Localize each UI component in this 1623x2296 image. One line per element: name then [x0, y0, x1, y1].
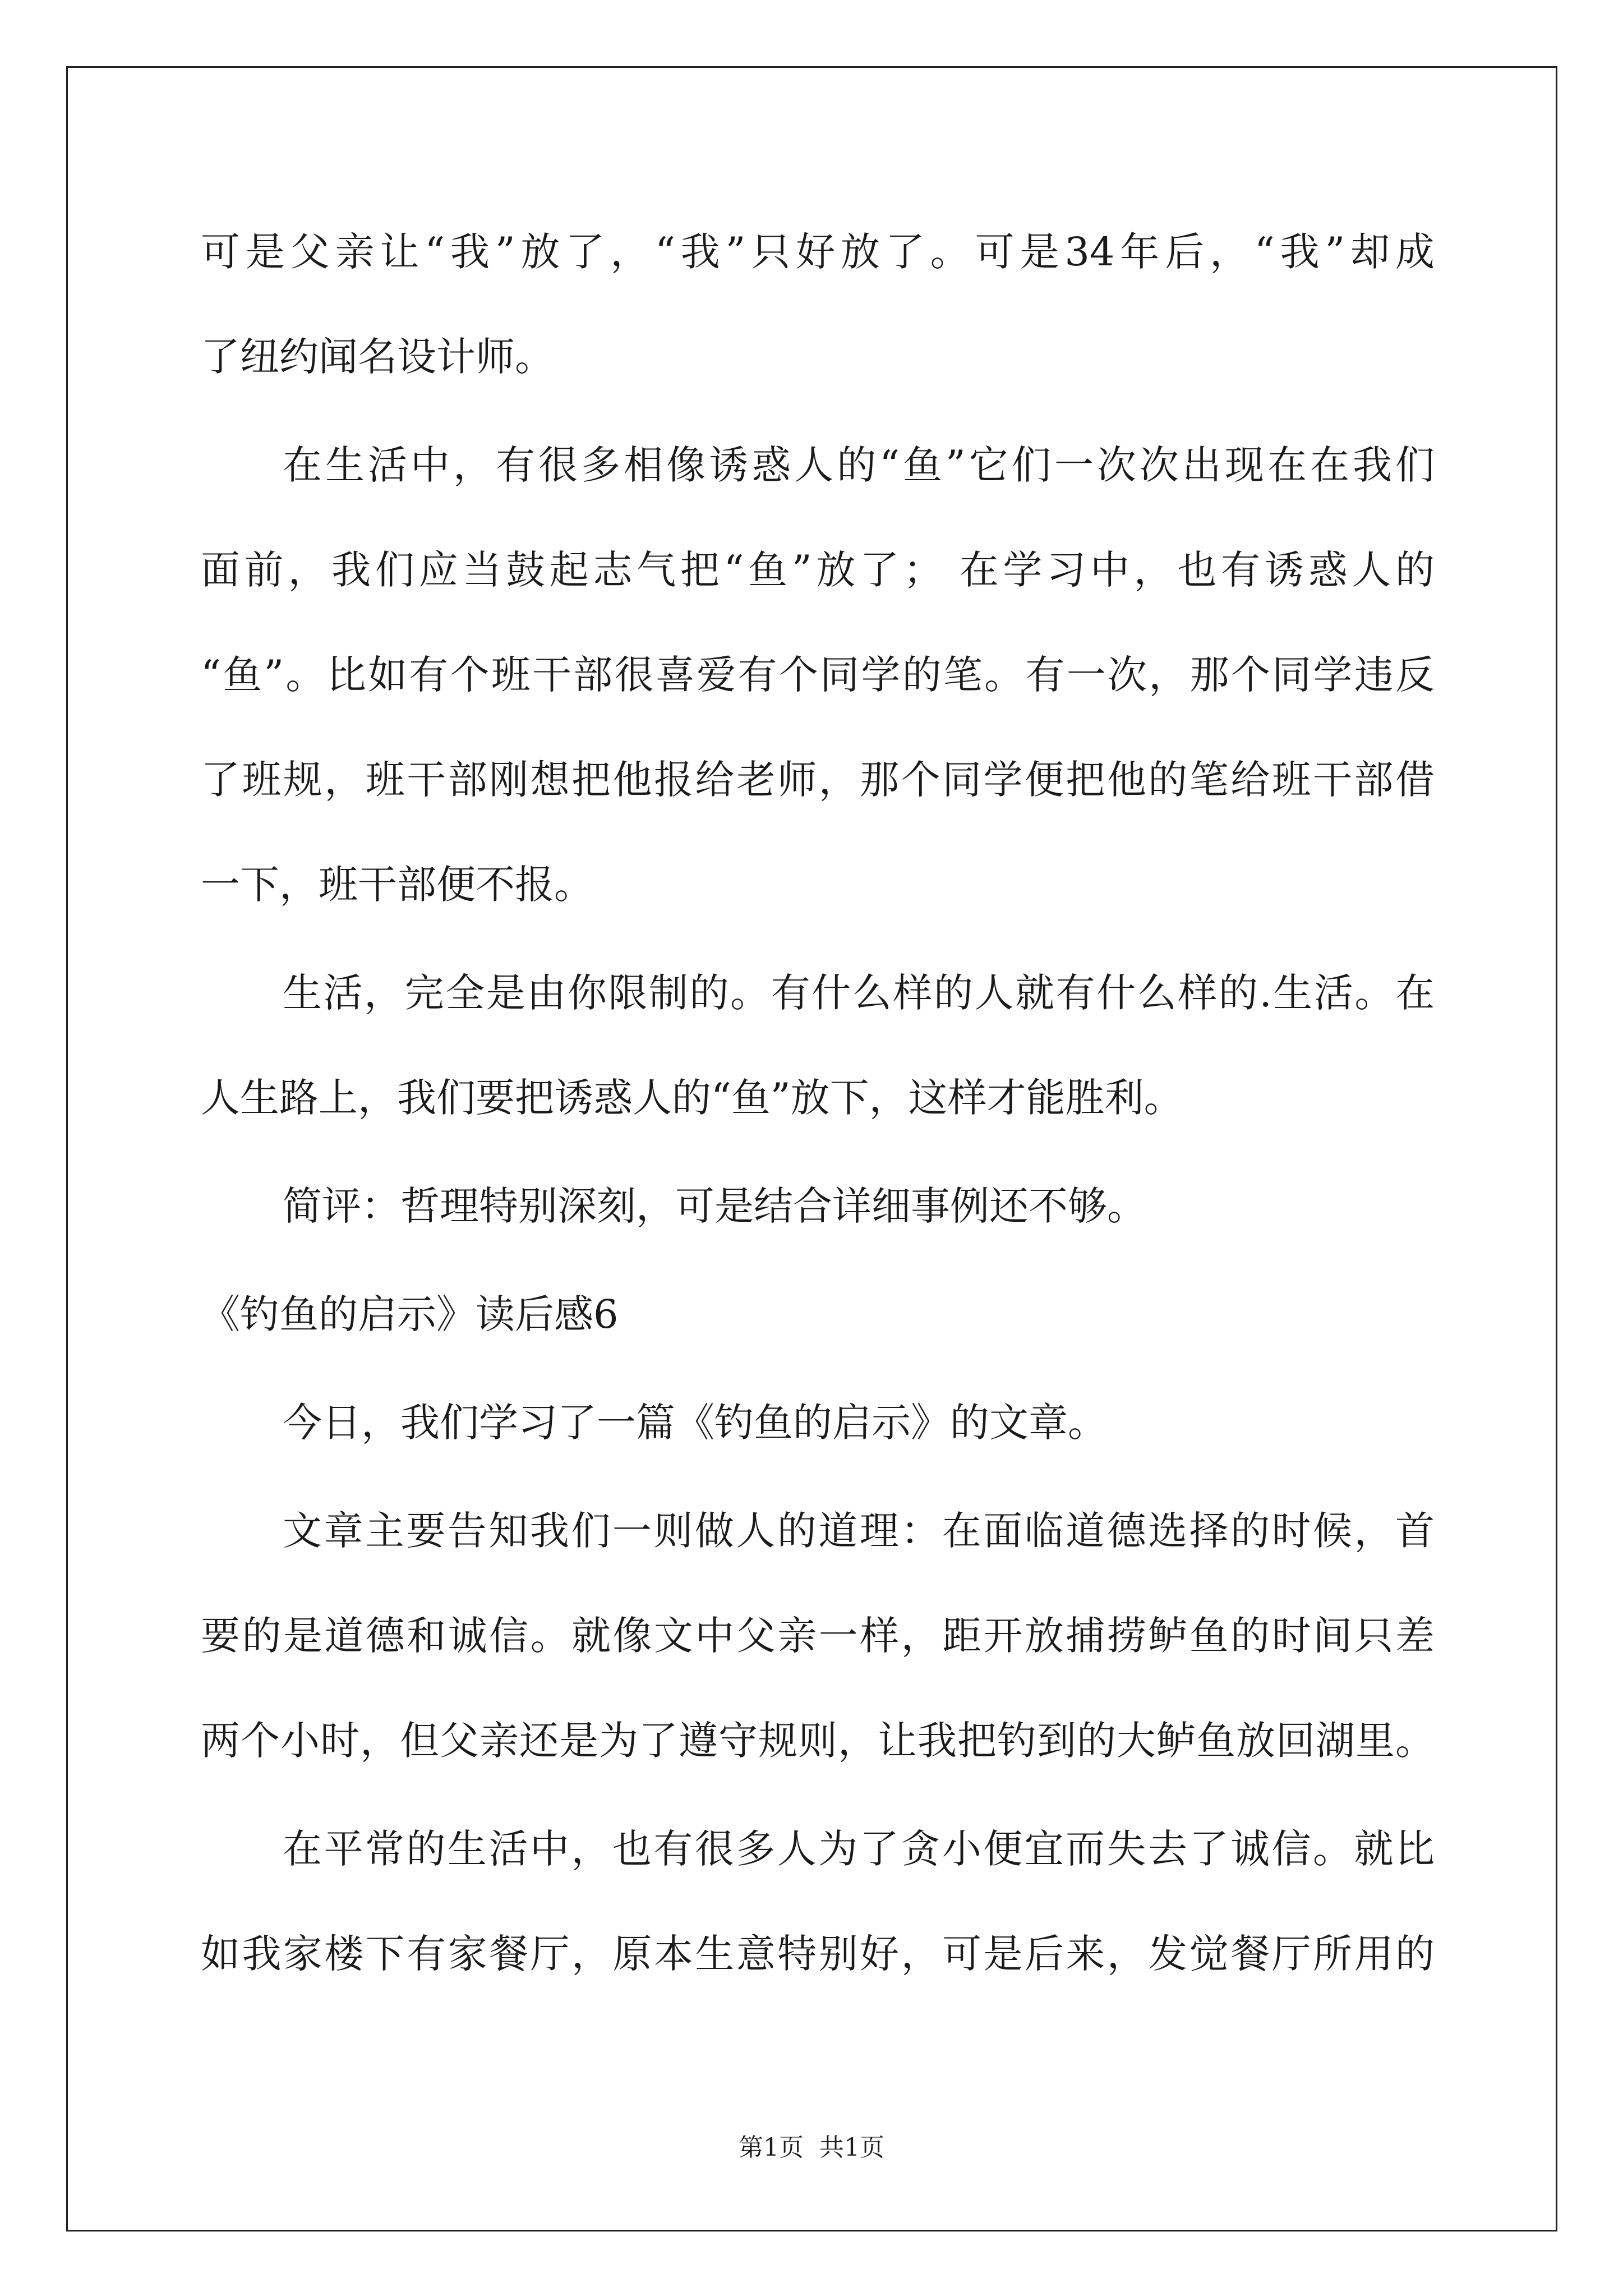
paragraph	[201, 941, 1435, 1151]
text-line: 如我家楼下有家餐厅，原本生意特别好，可是后来，发觉餐厅所用的	[201, 1931, 1435, 1977]
section-heading: 《钓鱼的启示》读后感6	[201, 1291, 619, 1337]
text-line: 可是父亲让“我”放了，“我”只好放了。可是34年后，“我”却成	[201, 229, 1435, 275]
document-body	[201, 200, 1435, 2007]
text-line: 一下，班干部便不报。	[201, 862, 593, 908]
paragraph	[201, 1370, 1435, 1475]
text-line: 简评：哲理特别深刻，可是结合详细事例还不够。	[283, 1183, 1146, 1229]
text-line: 在生活中，有很多相像诱惑人的“鱼”它们一次次出现在在我们	[283, 442, 1435, 488]
paragraph	[201, 1479, 1435, 1793]
text-line: 要的是道德和诚信。就像文中父亲一样，距开放捕捞鲈鱼的时间只差	[201, 1613, 1435, 1659]
paragraph	[201, 413, 1435, 937]
text-line: 两个小时，但父亲还是为了遵守规则，让我把钓到的大鲈鱼放回湖里。	[201, 1718, 1435, 1764]
paragraph	[201, 1154, 1435, 1259]
paragraph	[201, 1797, 1435, 2007]
text-line: 在平常的生活中，也有很多人为了贪小便宜而失去了诚信。就比	[283, 1826, 1435, 1872]
text-line: 面前，我们应当鼓起志气把“鱼”放了； 在学习中，也有诱惑人的	[201, 547, 1435, 593]
paragraph	[201, 200, 1435, 409]
page-footer: 第1页 共1页	[739, 2133, 884, 2162]
text-line: “鱼”。比如有个班干部很喜爱有个同学的笔。有一次，那个同学违反	[201, 652, 1435, 698]
text-line: 生活，完全是由你限制的。有什么样的人就有什么样的.生活。在	[283, 970, 1435, 1016]
text-line: 今日，我们学习了一篇《钓鱼的启示》的文章。	[283, 1400, 1107, 1446]
text-line: 人生路上，我们要把诱惑人的“鱼”放下，这样才能胜利。	[201, 1075, 1183, 1121]
text-line: 了纽约闻名设计师。	[201, 334, 554, 380]
text-line: 了班规，班干部刚想把他报给老师，那个同学便把他的笔给班干部借	[201, 757, 1435, 803]
text-line: 文章主要告知我们一则做人的道理：在面临道德选择的时候，首	[283, 1508, 1435, 1554]
